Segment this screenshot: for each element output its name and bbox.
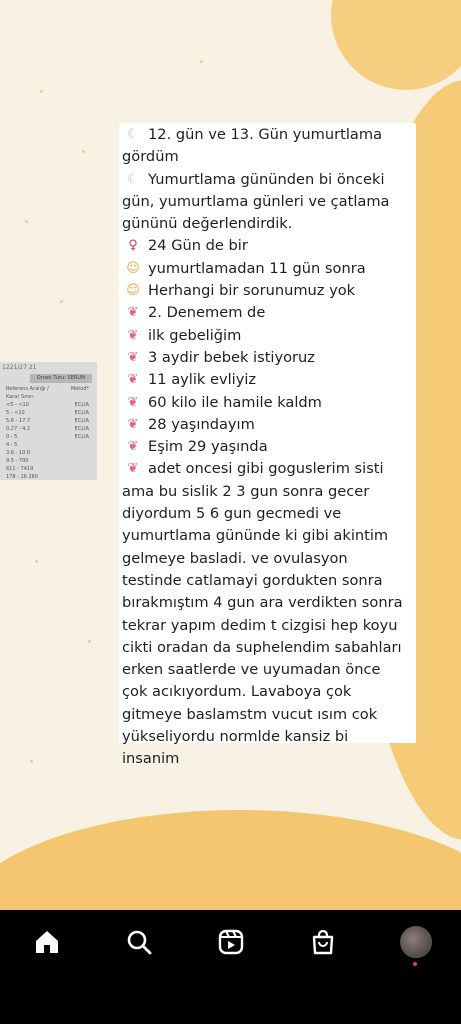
story-line-text: 3 aydir bebek istiyoruz [148,348,315,366]
thumbnail-cell: Metod* [70,386,89,392]
thumbnail-row [0,466,97,474]
story-line-text: adet oncesi gibi goguslerim sisti [148,460,384,478]
story-line-text: 12. gün ve 13. Gün yumurtlama [148,126,383,143]
thumbnail-cell: 3.6 - 10.0 [6,450,31,456]
thumbnail-cell: 4 - 5 [6,442,18,448]
thumbnail-cell: Referans Aralığı / [6,386,49,392]
crescent-moon-icon: ☾ [127,171,139,187]
decorative-dot [200,60,203,63]
story-line-text: 60 kilo ile hamile kaldm [148,393,322,411]
story-line-text: gördüm [122,148,179,166]
flamingo-icon: ❦ [127,461,139,477]
reels-icon[interactable] [216,927,246,957]
flamingo-icon: ❦ [127,327,139,343]
decorative-dot [40,90,43,93]
story-line-text: 2. Denemem de [148,304,266,322]
thumbnail-cell: ECLIA [74,434,89,440]
story-line [122,525,414,547]
story-line [122,570,414,592]
story-line [122,369,414,391]
story-line-text: gitmeye baslamstm vucut ısım cok [122,705,378,723]
story-line-text: erken saatlerde ve uyumadan önce [122,661,381,679]
story-line [122,146,414,168]
story-line [122,681,414,703]
story-line [122,704,414,726]
thumbnail-cell: ECLIA [74,410,89,416]
thumbnail-cell: ECLIA [74,402,89,408]
story-line [122,748,414,770]
story-line-text: insanim [122,750,180,768]
thumbnail-header: Ornek Turu: SERUM [30,374,92,383]
story-line [122,481,414,503]
thumbnail-cell: 5.6 - 17.7 [6,418,31,424]
thumbnail-cell: <5 - <10 [6,402,29,408]
story-line-text: testinde catlamayi gordukten sonra [122,571,383,589]
thumbnail-cell: ECLIA [74,418,89,424]
thumbnail-row [0,418,97,426]
thumbnail-title: 1221/27 21 [2,364,37,371]
flamingo-icon: ❦ [127,394,139,410]
thumbnail-row [0,434,97,442]
thumbnail-row [0,474,97,480]
thumbnail-row [0,450,97,458]
decorative-dot [88,640,91,643]
story-line [122,392,414,414]
story-line [122,726,414,748]
flamingo-icon: ❦ [127,349,139,365]
story-line [122,637,414,659]
story-line [122,659,414,681]
thumbnail-cell: ECLIA [74,426,89,432]
story-line-text: Eşim 29 yaşında [148,438,268,456]
story-line-text: diyordum 5 6 gun gecmedi ve [122,505,342,523]
thumbnail-row [0,410,97,418]
smiling-face-hearts-icon: ☺ [126,283,140,299]
lab-result-thumbnail[interactable] [0,362,97,480]
story-line [122,191,414,213]
thumbnail-row [0,458,97,466]
story-line [122,213,414,235]
decorative-blob-bottom [0,810,461,910]
story-line [122,124,414,146]
story-line [122,280,414,302]
thumbnail-rows [0,386,97,480]
story-line-text: yumurtlamadan 11 gün sonra [148,259,366,277]
decorative-dot [30,760,33,763]
story-line-text: Herhangi bir sorunumuz yok [148,282,356,300]
decorative-dot [82,150,85,153]
notification-dot [413,962,417,966]
story-line [122,436,414,458]
decorative-dot [25,220,28,223]
story-line [122,347,414,369]
story-line-text: 28 yaşındayım [148,415,255,433]
smiling-face-hearts-icon: ☺ [126,260,140,276]
story-text-block [122,124,414,771]
thumbnail-row [0,426,97,434]
story-line [122,592,414,614]
thumbnail-cell: 5 - <10 [6,410,25,416]
story-line [122,548,414,570]
shop-icon[interactable] [308,927,338,957]
home-icon[interactable] [32,927,62,957]
story-line [122,258,414,280]
story-line [122,302,414,324]
story-line-text: ama bu sislik 2 3 gun sonra gecer [122,482,370,500]
thumbnail-cell: Karar Sınırı [6,394,34,400]
crescent-moon-icon: ☾ [127,127,139,142]
decorative-blob-top [331,0,461,90]
profile-avatar[interactable] [400,926,432,958]
story-line-text: tekrar yapım dedim t cizgisi hep koyu [122,616,398,634]
story-line-text: 24 Gün de bir [148,237,248,255]
story-line [122,615,414,637]
thumbnail-row [0,394,97,402]
flamingo-icon: ❦ [127,439,139,455]
story-line-text: bırakmıştım 4 gun ara verdikten sonra [122,594,403,612]
search-icon[interactable] [124,927,154,957]
story-line [122,503,414,525]
decorative-dot [60,300,63,303]
thumbnail-row [0,402,97,410]
story-line [122,235,414,257]
story-line-text: gün, yumurtlama günleri ve çatlama [122,192,390,210]
thumbnail-row [0,442,97,450]
decorative-dot [420,300,423,303]
flamingo-icon: ❦ [127,416,139,432]
thumbnail-cell: 178 - 16 260 [6,474,39,480]
flamingo-icon: ❦ [127,305,139,321]
thumbnail-cell: 611 - 7419 [6,466,34,472]
female-sign-icon: ♀ [128,238,138,254]
story-line-text: yumurtlama gününde ki gibi akintim [122,527,389,545]
story-line-text: çok acıkıyordum. Lavaboya çok [122,683,352,701]
story-line-text: gelmeye basladi. ve ovulasyon [122,549,348,567]
flamingo-icon: ❦ [127,372,139,388]
story-line-text: Yumurtlama gününden bi önceki [148,170,385,188]
story-line [122,458,414,480]
story-line-text: gününü değerlendirdik. [122,215,293,233]
thumbnail-cell: 0 - 5 [6,434,18,440]
thumbnail-cell: 0.27 - 4.2 [6,426,31,432]
thumbnail-cell: 9.5 - 700 [6,458,29,464]
story-line-text: cikti oradan da suphelendim sabahları [122,638,402,656]
decorative-dot [35,560,38,563]
story-line [122,169,414,191]
story-line-text: ilk gebeliğim [148,326,242,344]
story-line [122,414,414,436]
story-line [122,325,414,347]
story-line-text: yükseliyordu normlde kansiz bi [122,728,349,746]
decorative-dot [150,820,153,823]
story-line-text: 11 aylik evliyiz [148,371,257,389]
thumbnail-row [0,386,97,394]
